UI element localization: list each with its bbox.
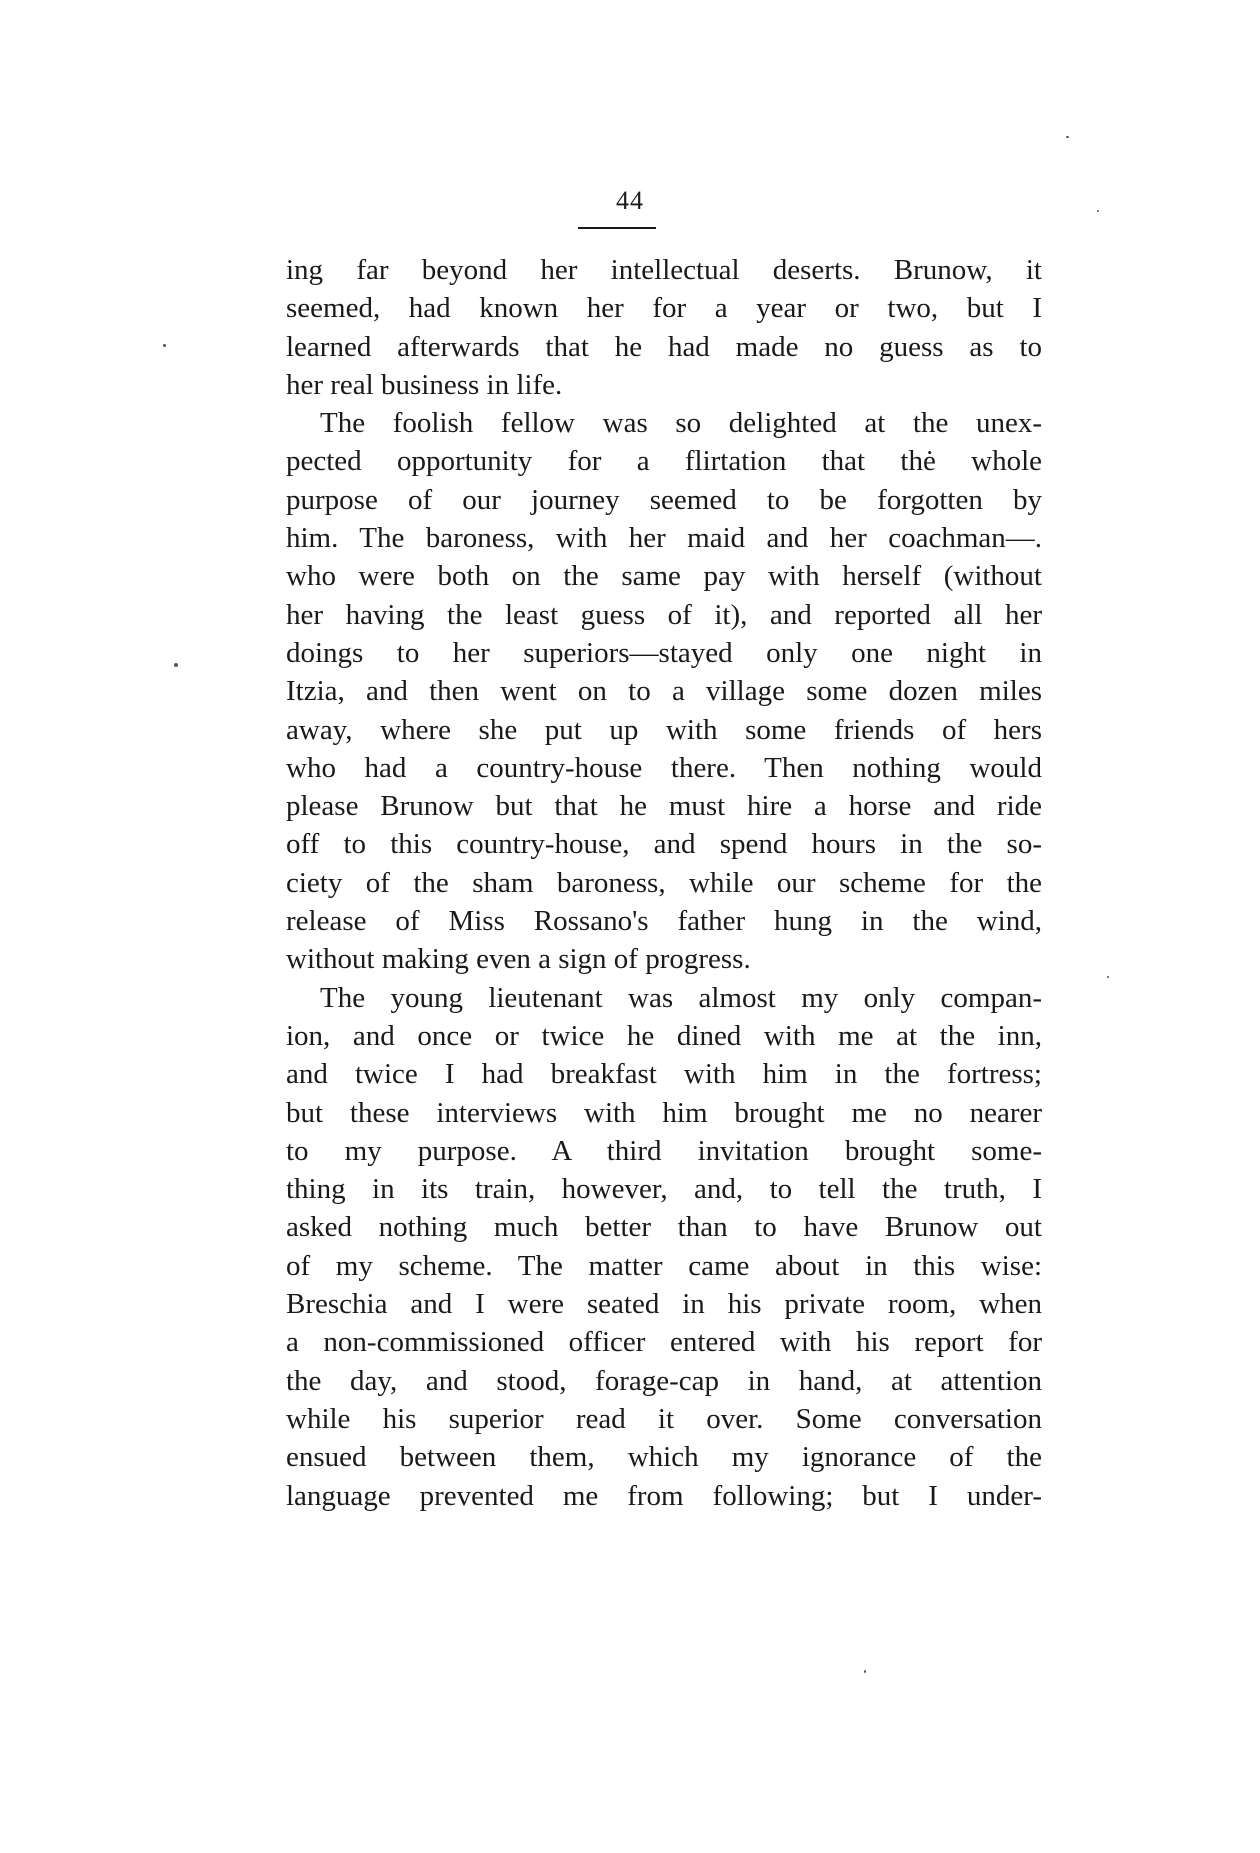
text-line: doings to her superiors—stayed only one night in: [286, 636, 1042, 669]
text-line: please Brunow but that he must hire a horse and ride: [286, 790, 1042, 823]
text-line: asked nothing much better than to have Brunow out: [286, 1211, 1042, 1244]
text-line: purpose of our journey seemed to be forgotten by: [286, 483, 1042, 516]
text-line: without making even a sign of progress.: [286, 943, 751, 976]
text-line: The young lieutenant was almost my only compan-: [320, 981, 1042, 1014]
text-line: Breschia and I were seated in his private room, when: [286, 1288, 1042, 1321]
text-line: The foolish fellow was so delighted at the unex-: [320, 407, 1042, 440]
text-line: who were both on the same pay with herself (without: [286, 560, 1042, 593]
text-line: Itzia, and then went on to a village some dozen miles: [286, 675, 1042, 708]
text-line: language prevented me from following; but I under-: [286, 1479, 1042, 1512]
text-line: but these interviews with him brought me no nearer: [286, 1096, 1042, 1129]
text-line: while his superior read it over. Some conversation: [286, 1402, 1042, 1435]
text-line: ciety of the sham baroness, while our scheme for the: [286, 866, 1042, 899]
text-line: thing in its train, however, and, to tell the truth, I: [286, 1173, 1042, 1206]
text-line: of my scheme. The matter came about in this wise:: [286, 1249, 1042, 1282]
text-line: away, where she put up with some friends of hers: [286, 713, 1042, 746]
text-line: ensued between them, which my ignorance of the: [286, 1441, 1042, 1474]
scan-speck: [1066, 136, 1069, 138]
text-line: ion, and once or twice he dined with me at the inn,: [286, 1019, 1042, 1052]
text-line: learned afterwards that he had made no guess as to: [286, 330, 1042, 363]
text-line: off to this country-house, and spend hours in the so-: [286, 828, 1042, 861]
page-number-rule: [578, 227, 656, 229]
text-line: the day, and stood, forage-cap in hand, at attention: [286, 1364, 1042, 1397]
text-line: who had a country-house there. Then nothing would: [286, 751, 1042, 784]
text-line: a non-commissioned officer entered with his report for: [286, 1326, 1042, 1359]
text-line: to my purpose. A third invitation brought some-: [286, 1134, 1042, 1167]
text-line: ing far beyond her intellectual deserts. Brunow, it: [286, 254, 1042, 286]
text-line: her having the least guess of it), and reported all her: [286, 598, 1042, 631]
scan-speck: [174, 663, 178, 667]
text-line: pected opportunity for a flirtation that thė whole: [286, 445, 1042, 478]
scan-speck: [1107, 976, 1109, 978]
text-line: him. The baroness, with her maid and her coachman—.: [286, 522, 1042, 555]
scan-speck: [864, 1670, 866, 1673]
page-number: 44: [616, 186, 644, 215]
body-text: [286, 251, 1042, 1515]
text-line: seemed, had known her for a year or two, but I: [286, 292, 1042, 325]
text-line: and twice I had breakfast with him in the fortress;: [286, 1058, 1042, 1091]
scan-speck: [1097, 210, 1099, 212]
text-line: release of Miss Rossano's father hung in the wind,: [286, 905, 1042, 938]
text-line: her real business in life.: [286, 368, 563, 401]
scan-speck: [163, 344, 166, 347]
